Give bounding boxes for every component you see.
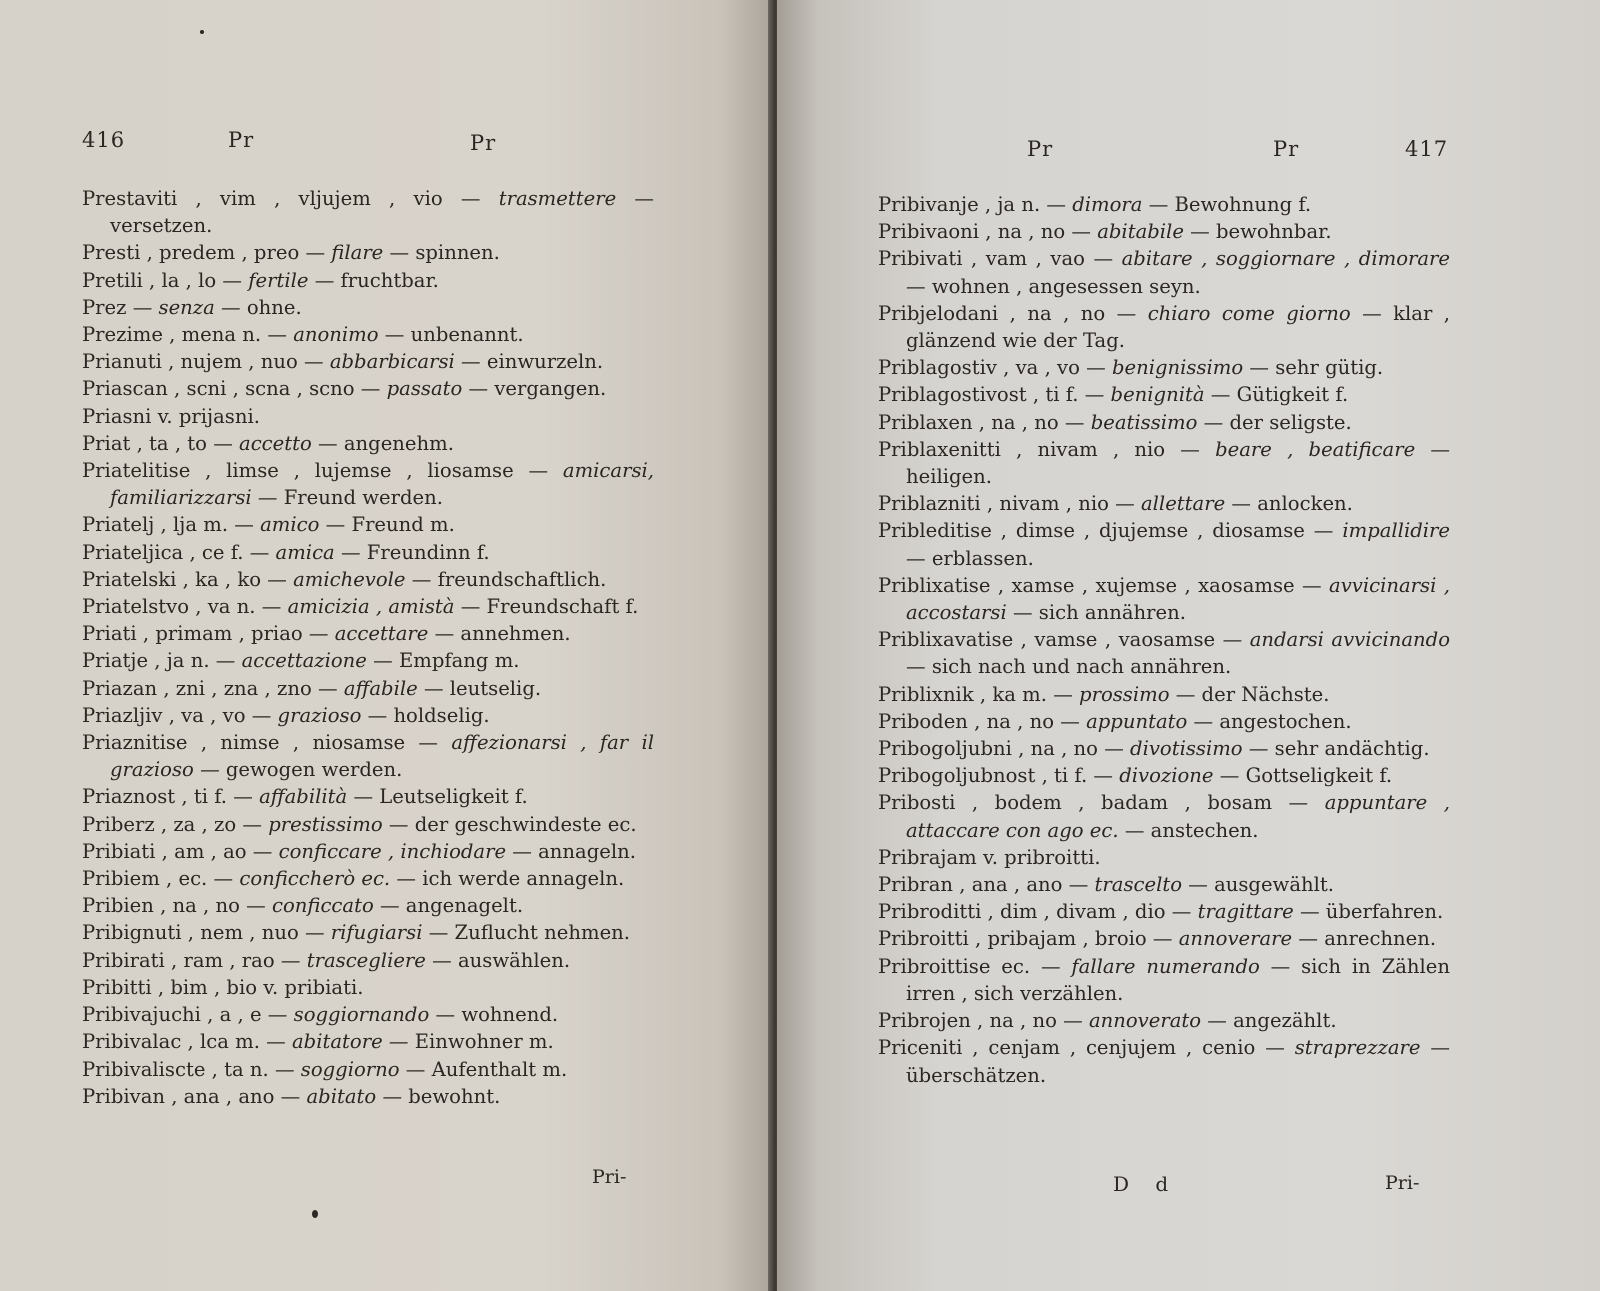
dictionary-entry — [82, 566, 654, 593]
entry-text: Pribrajam v. pribroitti. — [878, 845, 1101, 869]
italian-gloss: andarsi avvicinando — [1249, 628, 1450, 652]
italian-gloss: grazioso — [277, 703, 362, 727]
entry-text: Pribivajuchi , a , e — — [82, 1003, 294, 1027]
dictionary-entry — [878, 191, 1450, 218]
german-gloss: — sehr andächtig. — [1242, 737, 1430, 761]
german-gloss: — Bewohnung f. — [1142, 193, 1312, 216]
dictionary-entry — [878, 681, 1450, 708]
german-gloss: — unbenannt. — [378, 323, 524, 347]
entry-text: Pribivaliscte , ta n. — — [82, 1057, 301, 1081]
entry-text: Pribroittise ec. — — [878, 954, 1072, 978]
entry-text: Pribroditti , dim , divam , dio — — [878, 900, 1198, 924]
german-gloss: — Leutseligkeit f. — [347, 785, 528, 809]
entry-text: Priateljica , ce f. — — [82, 540, 276, 564]
dictionary-entry — [878, 409, 1450, 436]
german-gloss: — der seligste. — [1197, 410, 1352, 434]
dictionary-entry — [878, 354, 1450, 381]
dictionary-entry — [82, 1083, 654, 1110]
dictionary-entry — [82, 947, 654, 974]
italian-gloss: trascelto — [1094, 873, 1183, 897]
dictionary-entry — [878, 871, 1450, 898]
entry-text: Priatelj , lja m. — — [82, 513, 261, 537]
italian-gloss: conficcato — [271, 894, 374, 918]
entry-text: Pribiem , ec. — — [82, 867, 240, 891]
entry-text: Priatelitise , limse , lujemse , liosamse — — [82, 459, 563, 483]
catchword: Pri- — [592, 1166, 627, 1188]
entry-text: Priblaxen , na , no — — [878, 410, 1091, 434]
entry-list — [878, 191, 1450, 1089]
italian-gloss: fallare numerando — [1071, 954, 1260, 978]
italian-gloss: chiaro come giorno — [1147, 301, 1351, 325]
italian-gloss: divotissimo — [1130, 737, 1243, 761]
entry-text: Pribosti , bodem , badam , bosam — — [878, 791, 1325, 815]
dictionary-entry — [878, 436, 1450, 490]
german-gloss: — spinnen. — [383, 241, 500, 265]
dictionary-entry — [878, 490, 1450, 517]
italian-gloss: amichevole — [293, 567, 406, 591]
dictionary-entry — [878, 381, 1450, 408]
italian-gloss: accettazione — [241, 649, 367, 673]
german-gloss: — fruchtbar. — [308, 268, 439, 292]
dictionary-entry — [82, 838, 654, 865]
entry-text: Pribirati , ram , rao — — [82, 948, 307, 972]
german-gloss: — angenagelt. — [373, 894, 524, 918]
italian-gloss: amico — [260, 513, 320, 537]
dictionary-entry — [878, 762, 1450, 789]
dictionary-entry — [878, 844, 1450, 871]
italian-gloss: soggiorno — [300, 1057, 400, 1081]
entry-text: Pribignuti , nem , nuo — — [82, 921, 331, 945]
dictionary-entry — [878, 245, 1450, 299]
german-gloss: — wohnen , angesessen seyn. — [906, 274, 1201, 298]
german-gloss: — klar , glänzend wie der Tag. — [906, 301, 1451, 353]
entry-text: Priblagostiv , va , vo — — [878, 356, 1112, 380]
dictionary-entry — [82, 675, 654, 702]
german-gloss: — anlocken. — [1225, 492, 1353, 516]
german-gloss: — Aufenthalt m. — [399, 1057, 568, 1081]
italian-gloss: abitato — [306, 1084, 377, 1108]
german-gloss: — sich nach und nach annähren. — [906, 655, 1232, 679]
italian-gloss: benignissimo — [1111, 356, 1244, 380]
entry-text: Priati , primam , priao — — [82, 622, 335, 646]
italian-gloss: beatissimo — [1090, 410, 1198, 434]
dictionary-entry — [878, 1034, 1450, 1088]
entry-text: Pribran , ana , ano — — [878, 873, 1095, 897]
page-number: 416 — [82, 128, 126, 152]
german-gloss: — anrechnen. — [1292, 927, 1437, 951]
entry-text: Pribivanje , ja n. — — [878, 193, 1073, 216]
italian-gloss: anonimo — [293, 323, 379, 347]
dictionary-entry — [82, 294, 654, 321]
running-head-right: Pr — [470, 131, 497, 155]
entry-text: Prianuti , nujem , nuo — — [82, 350, 330, 374]
entry-text: Priascan , scni , scna , scno — — [82, 377, 387, 401]
italian-gloss: soggiornando — [293, 1003, 430, 1027]
dictionary-entry — [82, 403, 654, 430]
german-gloss: — sich annähren. — [1006, 601, 1186, 625]
german-gloss: — ausgewählt. — [1182, 873, 1335, 897]
german-gloss: — Empfang m. — [366, 649, 520, 673]
german-gloss: — ich werde annageln. — [390, 867, 625, 891]
entry-text: Priazljiv , va , vo — — [82, 703, 278, 727]
german-gloss: — vergangen. — [462, 377, 607, 401]
italian-gloss: conficcherò ec. — [239, 867, 391, 891]
italian-gloss: prestissimo — [268, 812, 383, 836]
dictionary-entry — [82, 811, 654, 838]
german-gloss: — gewogen werden. — [193, 758, 403, 782]
italian-gloss: tragittare — [1197, 900, 1294, 924]
german-gloss: — ohne. — [214, 295, 302, 319]
entry-text: Prestaviti , vim , vljujem , vio — — [82, 187, 499, 210]
german-gloss: — heiligen. — [906, 437, 1450, 489]
italian-gloss: annoverare — [1178, 927, 1293, 951]
entry-text: Pribiati , am , ao — — [82, 839, 279, 863]
dictionary-entry — [82, 239, 654, 266]
italian-gloss: benignità — [1110, 383, 1205, 407]
german-gloss: — annehmen. — [428, 622, 571, 646]
running-head-left: Pr — [228, 128, 255, 152]
left-page — [0, 0, 775, 1291]
entry-text: Pribivaoni , na , no — — [878, 220, 1098, 244]
german-gloss: — bewohnt. — [376, 1084, 501, 1108]
dictionary-entry — [878, 898, 1450, 925]
entry-text: Priazan , zni , zna , zno — — [82, 676, 344, 700]
german-gloss: — angestochen. — [1187, 709, 1352, 733]
dictionary-entry — [82, 865, 654, 892]
italian-gloss: amicarsi, familiarizzarsi — [110, 459, 654, 510]
dictionary-entry — [82, 375, 654, 402]
running-head-right: Pr — [1273, 137, 1300, 161]
entry-text: Priblaxenitti , nivam , nio — — [878, 437, 1216, 461]
german-gloss: — sich in Zählen irren , sich verzählen. — [906, 954, 1450, 1005]
right-page — [777, 0, 1600, 1291]
german-gloss: — annageln. — [506, 839, 636, 863]
dictionary-entry — [82, 729, 654, 783]
dictionary-entry — [82, 974, 654, 1001]
page-number: 417 — [1405, 137, 1449, 161]
german-gloss: — der Nächste. — [1169, 682, 1330, 706]
dictionary-entry — [82, 783, 654, 810]
german-gloss: — leutselig. — [417, 676, 542, 700]
german-gloss: — wohnend. — [429, 1003, 559, 1027]
entry-text: Priblazniti , nivam , nio — — [878, 492, 1141, 516]
dictionary-entry — [878, 789, 1450, 843]
dictionary-entry — [878, 517, 1450, 571]
german-gloss: — Freund werden. — [251, 486, 443, 510]
italian-gloss: abbarbicarsi — [329, 350, 455, 374]
italian-gloss: abitatore — [292, 1030, 383, 1054]
italian-gloss: appuntato — [1086, 709, 1188, 733]
entry-text: Priboden , na , no — — [878, 709, 1087, 733]
running-head-left: Pr — [1027, 137, 1054, 161]
italian-gloss: rifugiarsi — [330, 921, 423, 945]
dictionary-entry — [878, 925, 1450, 952]
entry-text: Pribrojen , na , no — — [878, 1009, 1089, 1033]
entry-text: Priaznost , ti f. — — [82, 785, 260, 809]
italian-gloss: appuntare , attaccare con ago ec. — [906, 791, 1450, 842]
dictionary-entry — [82, 430, 654, 457]
entry-text: Priatelstvo , va n. — — [82, 595, 288, 619]
dictionary-entry — [82, 892, 654, 919]
italian-gloss: prossimo — [1079, 682, 1170, 706]
german-gloss: — erblassen. — [906, 546, 1034, 570]
entry-text: Priaznitise , nimse , niosamse — — [82, 731, 452, 755]
italian-gloss: affabilità — [259, 785, 348, 809]
ink-speck — [200, 30, 204, 34]
german-gloss: — auswählen. — [425, 948, 571, 972]
entry-text: Pribitti , bim , bio v. pribiati. — [82, 975, 364, 999]
german-gloss: — bewohnbar. — [1183, 220, 1332, 244]
german-gloss: — anstechen. — [1118, 818, 1259, 842]
entry-text: Priberz , za , zo — — [82, 812, 269, 836]
italian-gloss: conficcare , inchiodare — [278, 839, 507, 863]
german-gloss: — freundschaftlich. — [405, 567, 607, 591]
entry-text: Pretili , la , lo — — [82, 268, 249, 292]
dictionary-entry — [82, 539, 654, 566]
german-gloss: — angenehm. — [311, 431, 454, 455]
entry-text: Pribroitti , pribajam , broio — — [878, 927, 1179, 951]
ink-speck — [312, 1210, 318, 1218]
dictionary-entry — [878, 735, 1450, 762]
italian-gloss: avvicinarsi , accostarsi — [906, 573, 1450, 625]
italian-gloss: dimora — [1072, 193, 1143, 216]
german-gloss: — sehr gütig. — [1243, 356, 1384, 380]
italian-gloss: impallidire — [1342, 519, 1450, 543]
entry-text: Pribleditise , dimse , djujemse , diosamse — — [878, 519, 1343, 543]
italian-gloss: straprezzare — [1294, 1036, 1421, 1060]
german-gloss: — Freundinn f. — [334, 540, 490, 564]
german-gloss: — Gottseligkeit f. — [1213, 764, 1393, 788]
dictionary-entry — [82, 620, 654, 647]
italian-gloss: divozione — [1119, 764, 1214, 788]
dictionary-entry — [82, 457, 654, 511]
german-gloss: — einwurzeln. — [454, 350, 604, 374]
entry-list — [82, 185, 654, 1110]
german-gloss: — überfahren. — [1293, 900, 1444, 924]
german-gloss: — angezählt. — [1201, 1009, 1337, 1033]
italian-gloss: trasmettere — [498, 187, 617, 210]
dictionary-entry — [878, 626, 1450, 680]
german-gloss: — holdselig. — [361, 703, 490, 727]
signature-mark: D d — [1113, 1172, 1179, 1196]
italian-gloss: accettare — [334, 622, 429, 646]
italian-gloss: beare , beatificare — [1215, 437, 1416, 461]
catchword: Pri- — [1385, 1172, 1420, 1194]
entry-text: Prezime , mena n. — — [82, 323, 294, 347]
italian-gloss: allettare — [1140, 492, 1226, 516]
entry-text: Pribien , na , no — — [82, 894, 272, 918]
italian-gloss: passato — [386, 377, 463, 401]
entry-text: Priatje , ja n. — — [82, 649, 242, 673]
entry-text: Prez — — [82, 295, 159, 319]
entry-text: Priceniti , cenjam , cenjujem , cenio — — [878, 1036, 1295, 1060]
german-gloss: — der geschwindeste ec. — [382, 812, 637, 836]
italian-gloss: abitabile — [1097, 220, 1184, 244]
german-gloss: — überschätzen. — [906, 1036, 1450, 1087]
entry-text: Pribivalac , lca m. — — [82, 1030, 292, 1054]
italian-gloss: accetto — [239, 431, 312, 455]
dictionary-entry — [878, 218, 1450, 245]
italian-gloss: amicizia , amistà — [287, 595, 455, 619]
dictionary-entry — [878, 300, 1450, 354]
italian-gloss: filare — [331, 241, 384, 265]
italian-gloss: trascegliere — [306, 948, 426, 972]
dictionary-entry — [82, 593, 654, 620]
italian-gloss: abitare , soggiornare , dimorare — [1121, 247, 1450, 271]
german-gloss: — Zuflucht nehmen. — [422, 921, 631, 945]
dictionary-entry — [82, 348, 654, 375]
dictionary-entry — [82, 1001, 654, 1028]
italian-gloss: senza — [158, 295, 215, 319]
entry-text: Priblagostivost , ti f. — — [878, 383, 1111, 407]
german-gloss: — Freundschaft f. — [454, 595, 639, 619]
german-gloss: — versetzen. — [110, 187, 654, 238]
german-gloss: — Gütigkeit f. — [1204, 383, 1349, 407]
entry-text: Priat , ta , to — — [82, 431, 240, 455]
entry-text: Pribivan , ana , ano — — [82, 1084, 307, 1108]
dictionary-entry — [82, 702, 654, 729]
entry-text: Priblixnik , ka m. — — [878, 682, 1080, 706]
dictionary-entry — [82, 919, 654, 946]
dictionary-entry — [878, 572, 1450, 626]
dictionary-entry — [878, 1007, 1450, 1034]
italian-gloss: fertile — [248, 268, 309, 292]
entry-text: Pribogoljubnost , ti f. — — [878, 764, 1120, 788]
dictionary-entry — [82, 185, 654, 239]
entry-text: Pribivati , vam , vao — — [878, 247, 1122, 271]
dictionary-entry — [82, 1028, 654, 1055]
dictionary-entry — [82, 321, 654, 348]
dictionary-entry — [82, 1056, 654, 1083]
dictionary-entry — [82, 511, 654, 538]
entry-text: Pribjelodani , na , no — — [878, 301, 1148, 325]
entry-text: Priblixavatise , vamse , vaosamse — — [878, 628, 1250, 652]
italian-gloss: amica — [275, 540, 335, 564]
italian-gloss: annoverato — [1088, 1009, 1202, 1033]
entry-text: Priblixatise , xamse , xujemse , xaosamse — — [878, 573, 1330, 597]
entry-text: Priasni v. prijasni. — [82, 404, 260, 428]
german-gloss: — Einwohner m. — [382, 1030, 554, 1054]
entry-text: Priatelski , ka , ko — — [82, 567, 294, 591]
german-gloss: — Freund m. — [319, 513, 455, 537]
italian-gloss: affabile — [343, 676, 418, 700]
entry-text: Presti , predem , preo — — [82, 241, 332, 265]
entry-text: Pribogoljubni , na , no — — [878, 737, 1131, 761]
dictionary-entry — [878, 708, 1450, 735]
italian-gloss: affezionarsi , far il grazioso — [110, 731, 654, 782]
dictionary-entry — [82, 647, 654, 674]
dictionary-entry — [878, 953, 1450, 1007]
dictionary-entry — [82, 267, 654, 294]
